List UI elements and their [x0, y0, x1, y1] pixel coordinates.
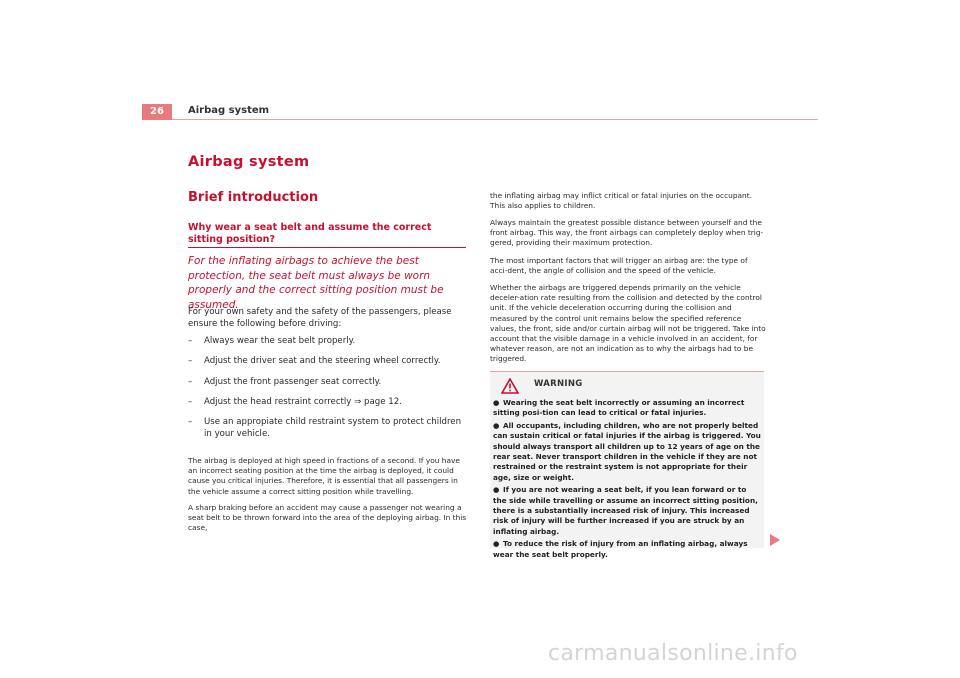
- warning-item: ● All occupants, including children, who are not properly belted can sustain critical or fatal injuries if the airbag is triggered. You should always transport all children up to 12 years of age on the rear seat. Never transport children in the vehicle if they are not restrained or the restraint system is not appropriate for their age, size or weight.: [493, 420, 761, 482]
- warning-item: ● To reduce the risk of injury from an inflating airbag, always wear the seat belt properly.: [493, 539, 748, 559]
- warning-item: ● If you are not wearing a seat belt, if you lean forward or to the side while travelling or assume an incorrect sitting position, there is a substantially increased risk of injury. This increased risk of injury will be further increased if you are struck by an inflating airbag.: [493, 485, 758, 536]
- warning-list: [493, 398, 761, 562]
- warning-triangle-icon: [501, 378, 519, 394]
- chapter-title: Airbag system: [188, 154, 310, 170]
- paragraph-right-4: Whether the airbags are triggered depends primarily on the vehicle deceler-ation rate resulting from the collision and detected by the control unit. If the vehicle deceleration occurring during the collision and measured by the control unit remains below the specified reference values, the front, side and/or curtain airbag will not be triggered. Take into account that the visible damage in a vehicle involved in an accident, for whatever reason, are not an indication as to why the airbags had to be triggered.: [490, 283, 766, 364]
- list-item: – Use an appropiate child restraint system to protect children in your vehicle.: [188, 417, 462, 439]
- checklist: [188, 336, 468, 449]
- subsection-heading: Why wear a seat belt and assume the correct sitting position?: [188, 222, 432, 245]
- paragraph-braking: A sharp braking before an accident may cause a passenger not wearing a seat belt to be thrown forward into the area of the deploying airbag. In this case,: [188, 503, 467, 533]
- watermark: carmanualsonline.info: [548, 641, 798, 666]
- warning-item: ● Wearing the seat belt incorrectly or assuming an incorrect sitting posi-tion can lead to critical or fatal injuries.: [493, 398, 745, 418]
- section-title: Brief introduction: [188, 190, 319, 205]
- list-item: – Adjust the front passenger seat correctly.: [188, 376, 382, 387]
- paragraph-right-3: The most important factors that will trigger an airbag are: the type of acci-dent, the angle of collision and the speed of the vehicle.: [490, 256, 748, 276]
- paragraph-right-2: Always maintain the greatest possible distance between yourself and the front airbag. This way, the front airbags can completely deploy when trig-gered, providing their maximum protection.: [490, 218, 764, 248]
- list-item: – Adjust the driver seat and the steering wheel correctly.: [188, 356, 441, 367]
- warning-title: WARNING: [534, 379, 583, 389]
- list-item: – Always wear the seat belt properly.: [188, 336, 356, 346]
- lead-paragraph: For your own safety and the safety of the passengers, please ensure the following before driving:: [188, 307, 452, 329]
- paragraph-right-1: the inflating airbag may inflict critical or fatal injuries on the occupant. This also applies to children.: [490, 191, 752, 211]
- intro-italic: For the inflating airbags to achieve the best protection, the seat belt must always be worn properly and the correct sitting position must be assumed.: [188, 255, 444, 311]
- page-number: 26: [142, 104, 172, 120]
- list-item: – Adjust the head restraint correctly ⇒ page 12.: [188, 396, 402, 407]
- paragraph-deployment: The airbag is deployed at high speed in fractions of a second. If you have an incorrect seating position at the time the airbag is deployed, it could cause you critical injuries. Therefore, it is essential that all passengers in the vehicle assume a correct sitting position while travelling.: [188, 456, 460, 496]
- running-title: Airbag system: [188, 105, 270, 116]
- warning-box: [490, 371, 764, 559]
- subsection-rule: [188, 247, 466, 248]
- header-rule: [172, 119, 818, 120]
- next-page-arrow-icon[interactable]: [770, 534, 780, 546]
